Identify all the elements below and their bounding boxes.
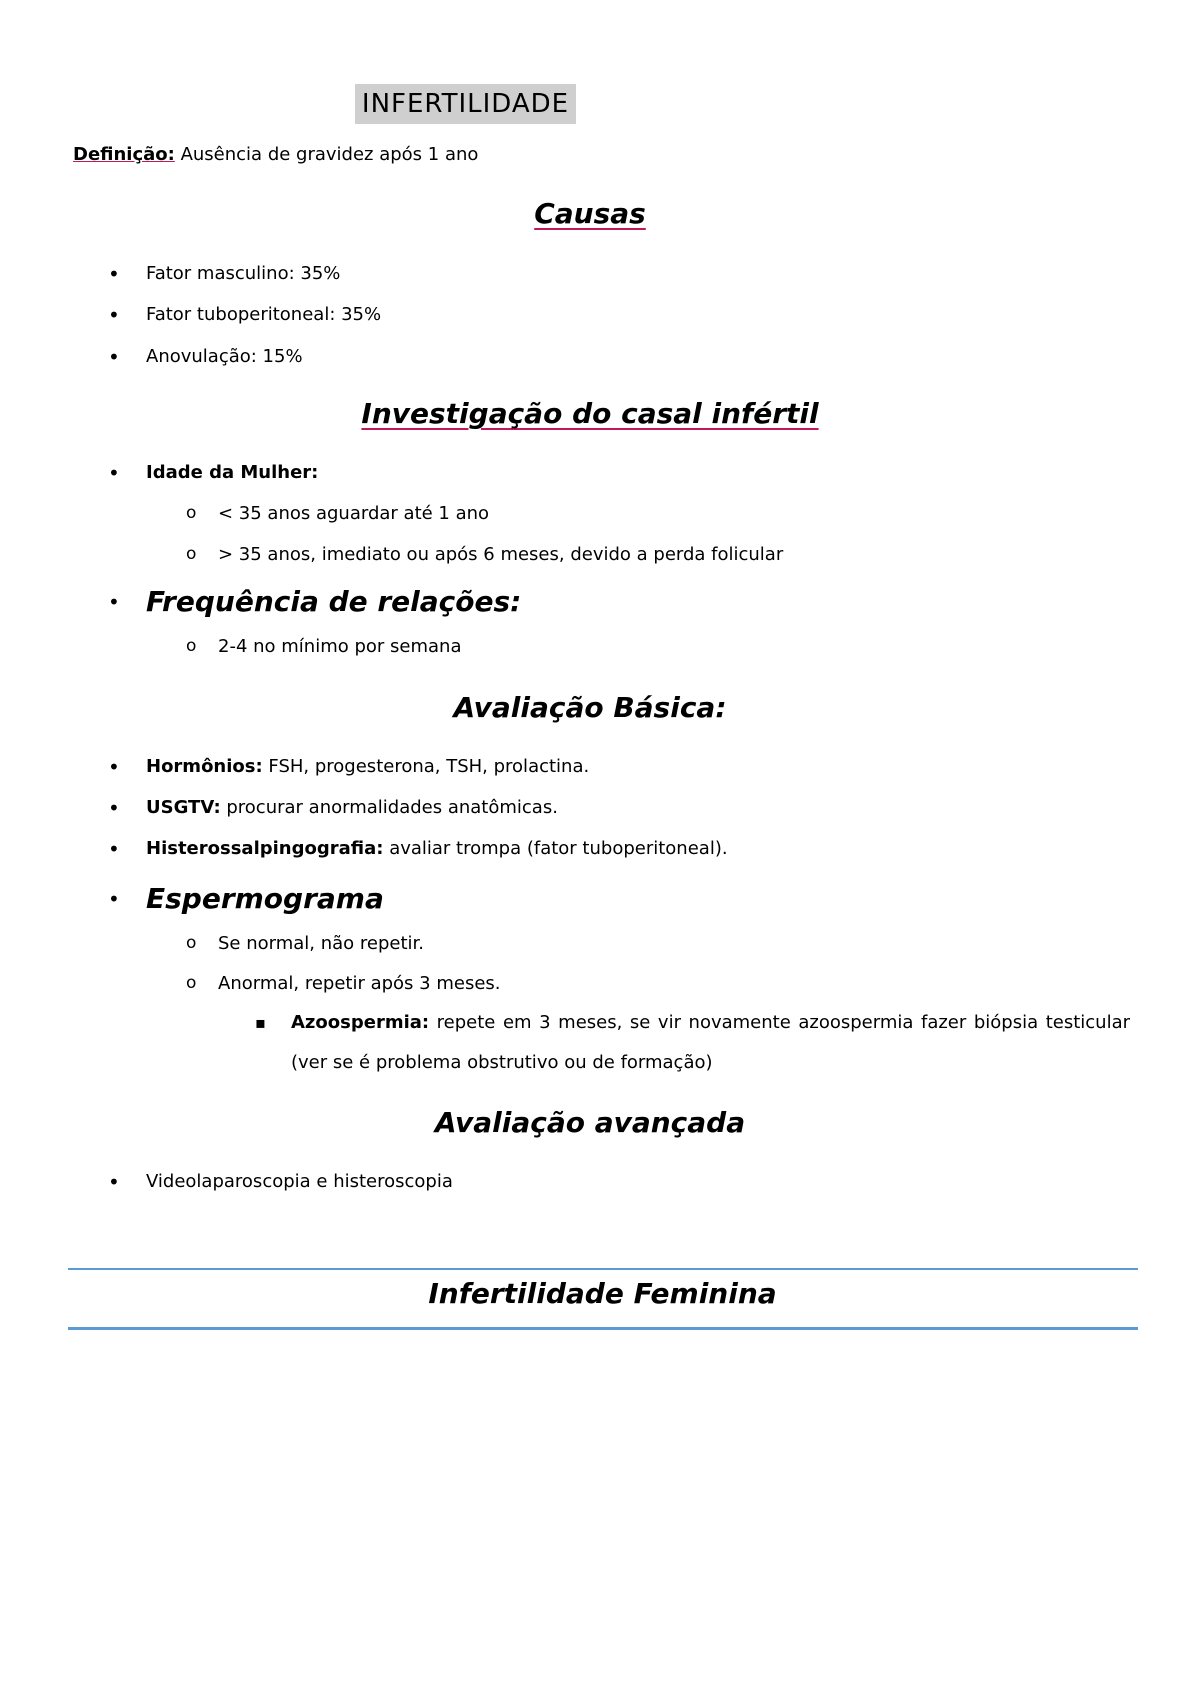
espermograma-normal: Se normal, não repetir. [218, 933, 425, 954]
histerossalpingografia-text: avaliar trompa (fator tuboperitoneal). [383, 838, 728, 859]
causa-masculino: Fator masculino: 35% [146, 263, 341, 284]
espermograma-label: Espermograma [146, 882, 384, 915]
section-divider-bottom [68, 1327, 1138, 1330]
causa-anovulacao: Anovulação: 15% [146, 346, 303, 367]
heading-investigacao: Investigação do casal infértil [361, 397, 819, 430]
idade-maior-35: > 35 anos, imediato ou após 6 meses, devido a perda folicular [218, 544, 784, 565]
azoospermia-text: repete em 3 meses, se vir novamente azoospermia fazer biópsia testicular (ver se é problema obstrutivo ou de formação) [291, 1012, 1130, 1073]
causa-tuboperitoneal: Fator tuboperitoneal: 35% [146, 304, 382, 325]
hormonios-text: FSH, progesterona, TSH, prolactina. [262, 756, 590, 777]
usgtv-text: procurar anormalidades anatômicas. [220, 797, 558, 818]
definition-text: Ausência de gravidez após 1 ano [174, 144, 479, 165]
heading-avaliacao-basica: Avaliação Básica: [453, 691, 727, 724]
heading-avaliacao-avancada: Avaliação avançada [434, 1106, 746, 1139]
frequencia-label: Frequência de relações: [146, 585, 522, 618]
idade-menor-35: < 35 anos aguardar até 1 ano [218, 503, 490, 524]
idade-label: Idade da Mulher: [146, 462, 319, 483]
document-title: INFERTILIDADE [355, 84, 576, 124]
videolaparoscopia: Videolaparoscopia e histeroscopia [146, 1171, 453, 1192]
frequencia-semana: 2-4 no mínimo por semana [218, 636, 462, 657]
espermograma-anormal: Anormal, repetir após 3 meses. [218, 973, 501, 994]
heading-infertilidade-feminina: Infertilidade Feminina [428, 1277, 777, 1310]
azoospermia-label: Azoospermia: [291, 1012, 430, 1033]
hormonios-label: Hormônios: [146, 756, 263, 777]
histerossalpingografia-label: Histerossalpingografia: [146, 838, 384, 859]
heading-causas: Causas [534, 197, 646, 230]
sub-sub-list-item [255, 1003, 1130, 1083]
section-divider-top [68, 1268, 1138, 1270]
definition-line [73, 143, 478, 167]
definition-label: Definição: [73, 144, 175, 165]
usgtv-label: USGTV: [146, 797, 221, 818]
